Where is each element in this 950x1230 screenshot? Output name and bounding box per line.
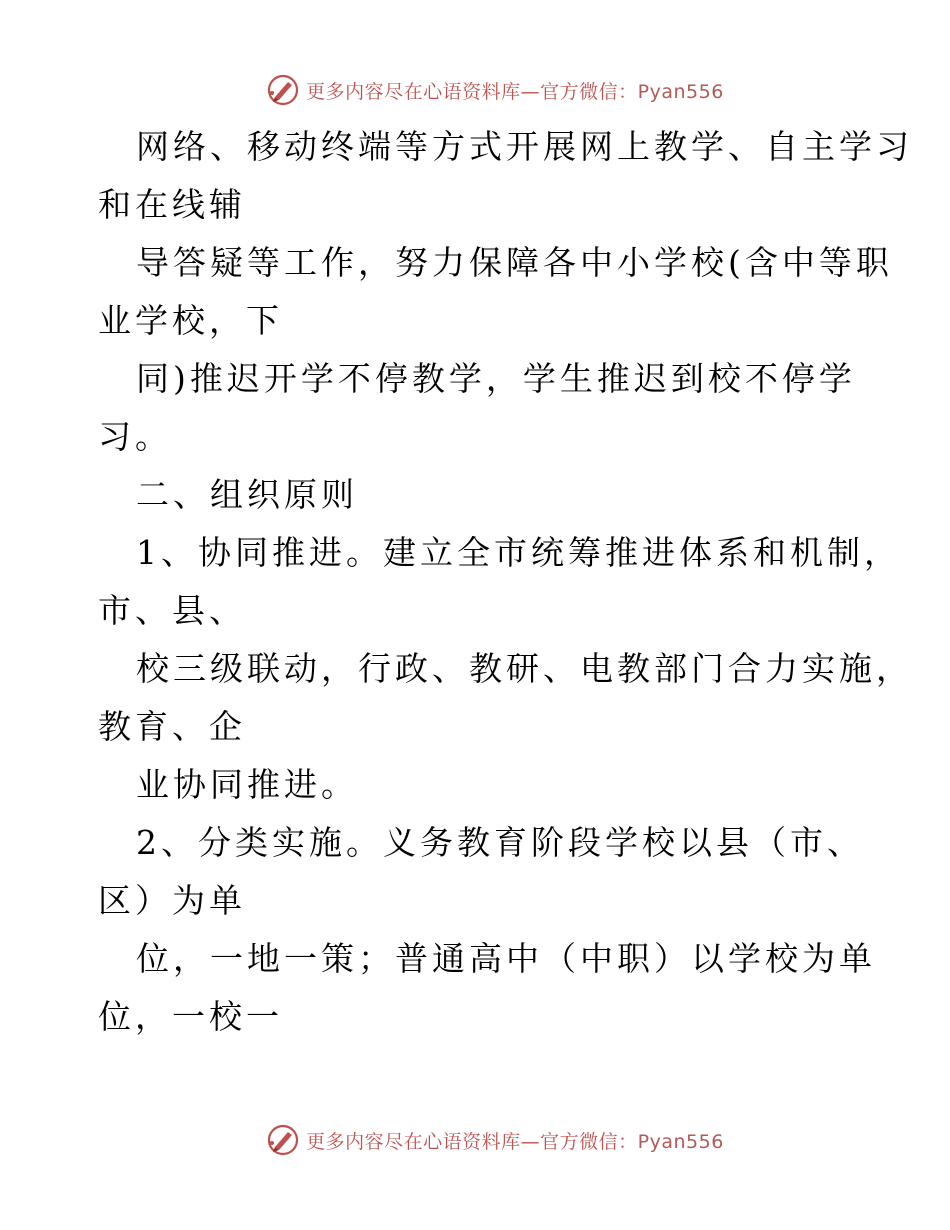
document-body (98, 118, 913, 1046)
footer-wechat-id: Pyan556 (637, 1130, 724, 1153)
text-line: 和在线辅 (98, 185, 246, 224)
text-line: 1、协同推进。建立全市统筹推进体系和机制， (136, 533, 901, 572)
text-line: 校三级联动，行政、教研、电教部门合力实施， (136, 649, 913, 688)
header-banner-text (306, 77, 724, 104)
text-line: 2、分类实施。义务教育阶段学校以县（市、 (136, 823, 864, 862)
text-line: 市、县、 (98, 591, 246, 630)
text-line: 业学校，下 (98, 301, 283, 340)
text-line: 位，一地一策；普通高中（中职）以学校为单 (136, 939, 876, 978)
text-line: 区）为单 (98, 881, 246, 920)
text-line: 同)推迟开学不停教学，学生推迟到校不停学 (136, 359, 856, 398)
header-wechat-id: Pyan556 (637, 80, 724, 103)
text-line: 导答疑等工作，努力保障各中小学校(含中等职 (136, 243, 893, 282)
footer-banner-label: 更多内容尽在心语资料库—官方微信： (306, 1130, 638, 1153)
text-line: 习。 (98, 417, 172, 456)
text-line: 网络、移动终端等方式开展网上教学、自主学习 (136, 127, 913, 166)
footer-banner (0, 1120, 950, 1160)
footer-banner-text (306, 1127, 724, 1154)
footer-banner-inner (266, 1123, 724, 1157)
text-line: 教育、企 (98, 707, 246, 746)
pen-circle-logo-icon (266, 1123, 300, 1157)
text-line: 位，一校一 (98, 997, 283, 1036)
text-line: 二、组织原则 (136, 475, 358, 514)
pen-circle-logo-icon (266, 73, 300, 107)
header-banner-inner (266, 73, 724, 107)
text-line: 业协同推进。 (136, 765, 358, 804)
header-banner-label: 更多内容尽在心语资料库—官方微信： (306, 80, 638, 103)
header-banner (0, 70, 950, 110)
